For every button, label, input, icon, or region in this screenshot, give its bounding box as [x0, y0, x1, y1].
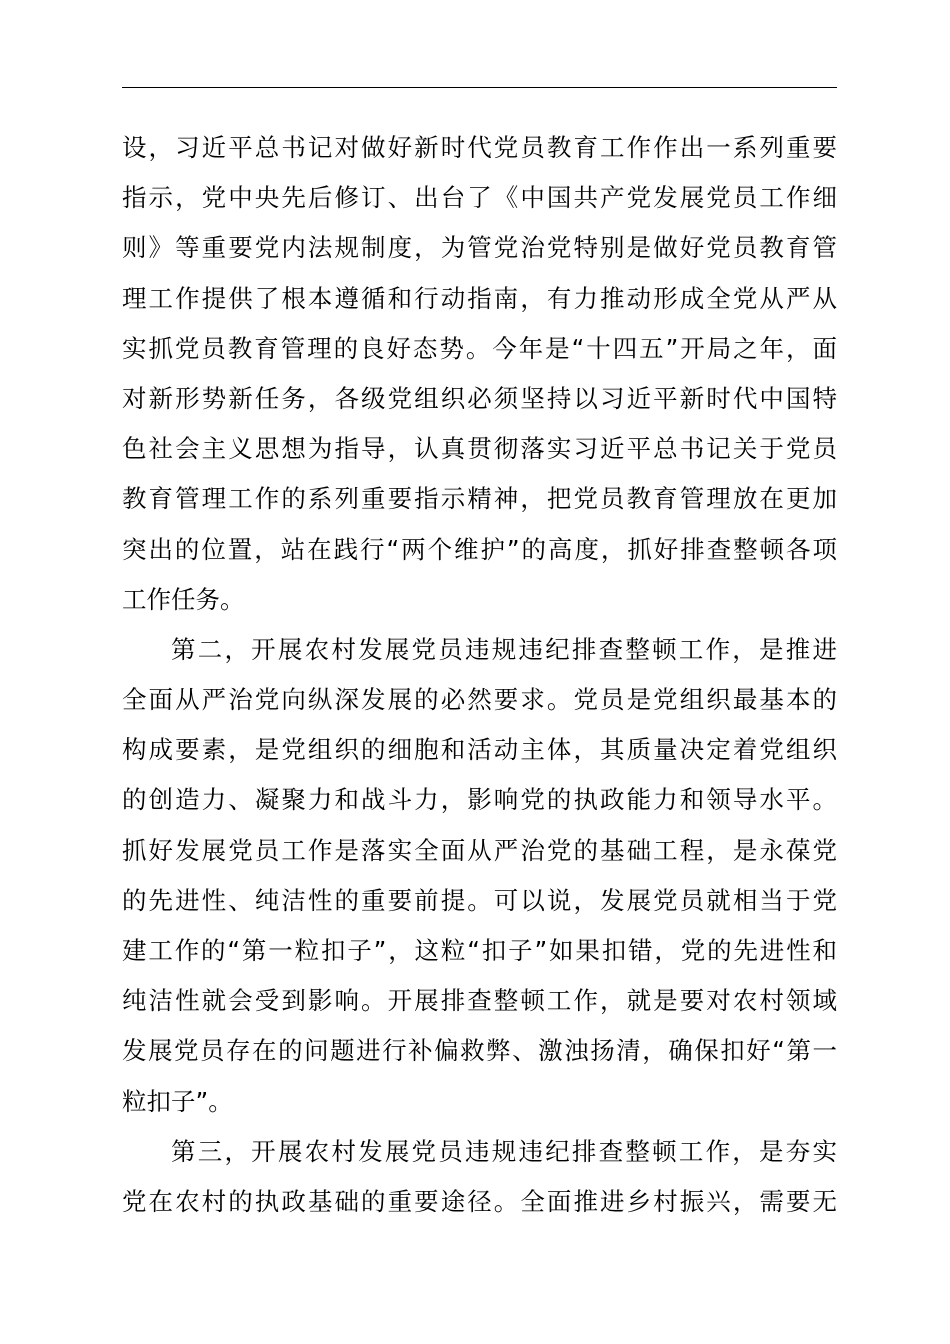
- paragraph-start-line: 第三，开展农村发展党员违规违纪排查整顿工作，是夯实: [171, 1136, 837, 1166]
- header-rule: [122, 87, 837, 88]
- text-line: 的先进性、纯洁性的重要前提。可以说，发展党员就相当于党: [122, 885, 837, 915]
- text-line: 对新形势新任务，各级党组织必须坚持以习近平新时代中国特: [122, 383, 837, 413]
- text-line: 粒扣子”。: [122, 1086, 233, 1116]
- text-line: 设，习近平总书记对做好新时代党员教育工作作出一系列重要: [122, 133, 837, 162]
- body-text: [122, 123, 837, 1227]
- text-line: 纯洁性就会受到影响。开展排查整顿工作，就是要对农村领域: [122, 986, 837, 1016]
- text-line: 全面从严治党向纵深发展的必然要求。党员是党组织最基本的: [122, 685, 837, 715]
- text-line: 教育管理工作的系列重要指示精神，把党员教育管理放在更加: [122, 484, 837, 514]
- text-line: 构成要素，是党组织的细胞和活动主体，其质量决定着党组织: [122, 735, 837, 765]
- text-line: 建工作的“第一粒扣子”，这粒“扣子”如果扣错，党的先进性和: [122, 936, 837, 965]
- text-line: 实抓党员教育管理的良好态势。今年是“十四五”开局之年，面: [122, 333, 837, 363]
- text-line: 指示，党中央先后修订、出台了《中国共产党发展党员工作细: [122, 183, 837, 213]
- text-line: 理工作提供了根本遵循和行动指南，有力推动形成全党从严从: [122, 283, 837, 313]
- text-line: 工作任务。: [122, 584, 245, 614]
- text-line: 的创造力、凝聚力和战斗力，影响党的执政能力和领导水平。: [122, 785, 837, 815]
- text-line: 抓好发展党员工作是落实全面从严治党的基础工程，是永葆党: [122, 835, 837, 865]
- text-line: 发展党员存在的问题进行补偏救弊、激浊扬清，确保扣好“第一: [122, 1036, 837, 1066]
- text-line: 则》等重要党内法规制度，为管党治党特别是做好党员教育管: [122, 233, 837, 263]
- text-line: 党在农村的执政基础的重要途径。全面推进乡村振兴，需要无: [122, 1186, 837, 1216]
- paragraph-start-line: 第二，开展农村发展党员违规违纪排查整顿工作，是推进: [171, 634, 837, 664]
- text-line: 色社会主义思想为指导，认真贯彻落实习近平总书记关于党员: [122, 434, 837, 464]
- text-line: 突出的位置，站在践行“两个维护”的高度，抓好排查整顿各项: [122, 534, 837, 564]
